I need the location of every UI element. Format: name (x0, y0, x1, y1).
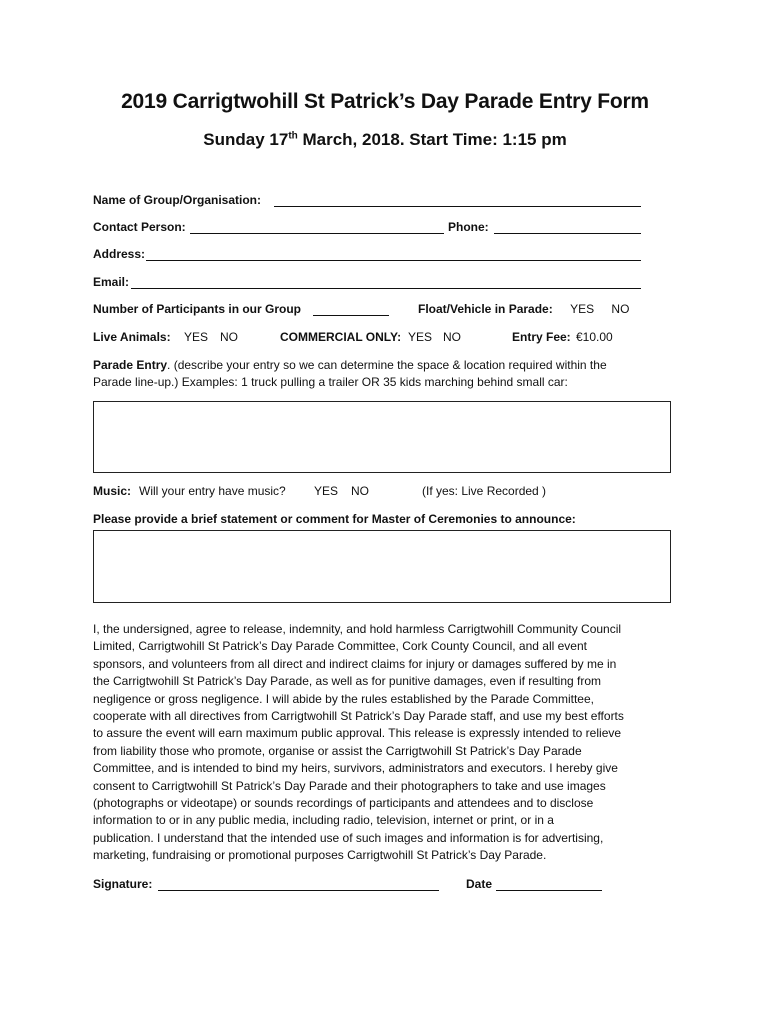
animals-yes-option[interactable]: YES (184, 330, 209, 344)
waiver-text (93, 621, 673, 865)
date-field[interactable] (496, 890, 602, 891)
contact-person-field[interactable] (190, 233, 444, 234)
waiver-line: I, the undersigned, agree to release, indemnity, and hold harmless Carrigtwohill Community Council (93, 622, 622, 636)
float-label: Float/Vehicle in Parade: (418, 302, 553, 316)
music-yes-option[interactable]: YES (314, 484, 339, 498)
parade-entry-label: Parade Entry (93, 358, 168, 372)
commercial-no-option[interactable]: NO (443, 330, 461, 344)
mc-statement-textbox[interactable] (93, 530, 671, 603)
waiver-line: sponsors, and volunteers from all direct and indirect claims for injury or damages suffered by me in (93, 656, 617, 671)
participants-label: Number of Participants in our Group (93, 302, 302, 316)
waiver-line: (photographs or videotape) or sounds recordings of participants and attendees and to disclose (93, 796, 594, 811)
email-label: Email: (93, 275, 130, 289)
animals-no-option[interactable]: NO (220, 330, 238, 344)
group-name-label: Name of Group/Organisation: (93, 193, 262, 207)
participants-field[interactable] (313, 315, 389, 316)
date-label: Date (466, 877, 493, 891)
phone-label: Phone: (448, 220, 489, 234)
float-yes-option[interactable]: YES (570, 302, 595, 316)
waiver-line: negligence or gross negligence. I will abide by the rules established by the Parade Committee, (93, 691, 594, 706)
waiver-line: publication. I understand that the intended use of such images and information is for advertising, (93, 830, 604, 845)
waiver-line: marketing, fundraising or promotional purposes Carrigtwohill St Patrick’s Day Parade. (93, 848, 547, 863)
music-label: Music: (93, 484, 132, 498)
music-question: Will your entry have music? (139, 484, 286, 498)
waiver-line: from liability those who promote, organise or assist the Carrigtwohill St Patrick’s Day Parade (93, 743, 582, 758)
waiver-line: consent to Carrigtwohill St Patrick’s Day Parade and their photographers to take and use images (93, 778, 606, 793)
waiver-line: cooperate with all directives from Carrigtwohill St Patrick’s Day Parade staff, and use my best efforts (93, 709, 624, 724)
group-name-field[interactable] (274, 206, 641, 207)
mc-statement-label: Please provide a brief statement or comment for Master of Ceremonies to announce: (93, 512, 576, 526)
subtitle-time: March, 2018. Start Time: 1:15 pm (297, 130, 567, 149)
parade-entry-instructions (93, 357, 673, 392)
waiver-line: to assure the event will earn maximum public approval. This release is expressly intended to relieve (93, 726, 622, 741)
parade-entry-text-1: . (describe your entry so we can determine the space & location required within the (167, 358, 607, 372)
phone-field[interactable] (494, 233, 641, 234)
music-type-options[interactable]: (If yes: Live Recorded ) (422, 484, 547, 498)
waiver-line: Committee, and is intended to bind my heirs, survivors, administrators and executors. I hereby give (93, 761, 618, 776)
address-field[interactable] (146, 260, 641, 261)
live-animals-label: Live Animals: (93, 330, 171, 344)
music-no-option[interactable]: NO (351, 484, 369, 498)
group-name-row (93, 193, 653, 207)
float-row (418, 302, 648, 316)
waiver-line: Limited, Carrigtwohill St Patrick’s Day Parade Committee, Cork County Council, and all event (93, 639, 587, 654)
signature-label: Signature: (93, 877, 153, 891)
entry-fee-value: €10.00 (576, 330, 613, 344)
signature-field[interactable] (158, 890, 439, 891)
subtitle-date: Sunday 17 (203, 130, 289, 149)
commercial-label: COMMERCIAL ONLY: (280, 330, 402, 344)
contact-person-label: Contact Person: (93, 220, 186, 234)
form-title: 2019 Carrigtwohill St Patrick’s Day Parade Entry Form (121, 90, 649, 113)
entry-fee-label: Entry Fee: (512, 330, 571, 344)
email-field[interactable] (131, 288, 641, 289)
parade-entry-textbox[interactable] (93, 401, 671, 473)
address-label: Address: (93, 247, 146, 261)
subtitle-ordinal: th (288, 130, 298, 142)
commercial-yes-option[interactable]: YES (408, 330, 433, 344)
event-date-time (0, 130, 770, 150)
float-no-option[interactable]: NO (611, 302, 630, 316)
parade-entry-text-2: Parade line-up.) Examples: 1 truck pulling a trailer OR 35 kids marching behind small car: (93, 375, 568, 390)
waiver-line: the Carrigtwohill St Patrick’s Day Parade, as well as for punitive damages, even if resulting from (93, 674, 602, 689)
contact-row (93, 220, 653, 234)
waiver-line: information to or in any public media, including radio, television, internet or print, or in a (93, 813, 554, 828)
